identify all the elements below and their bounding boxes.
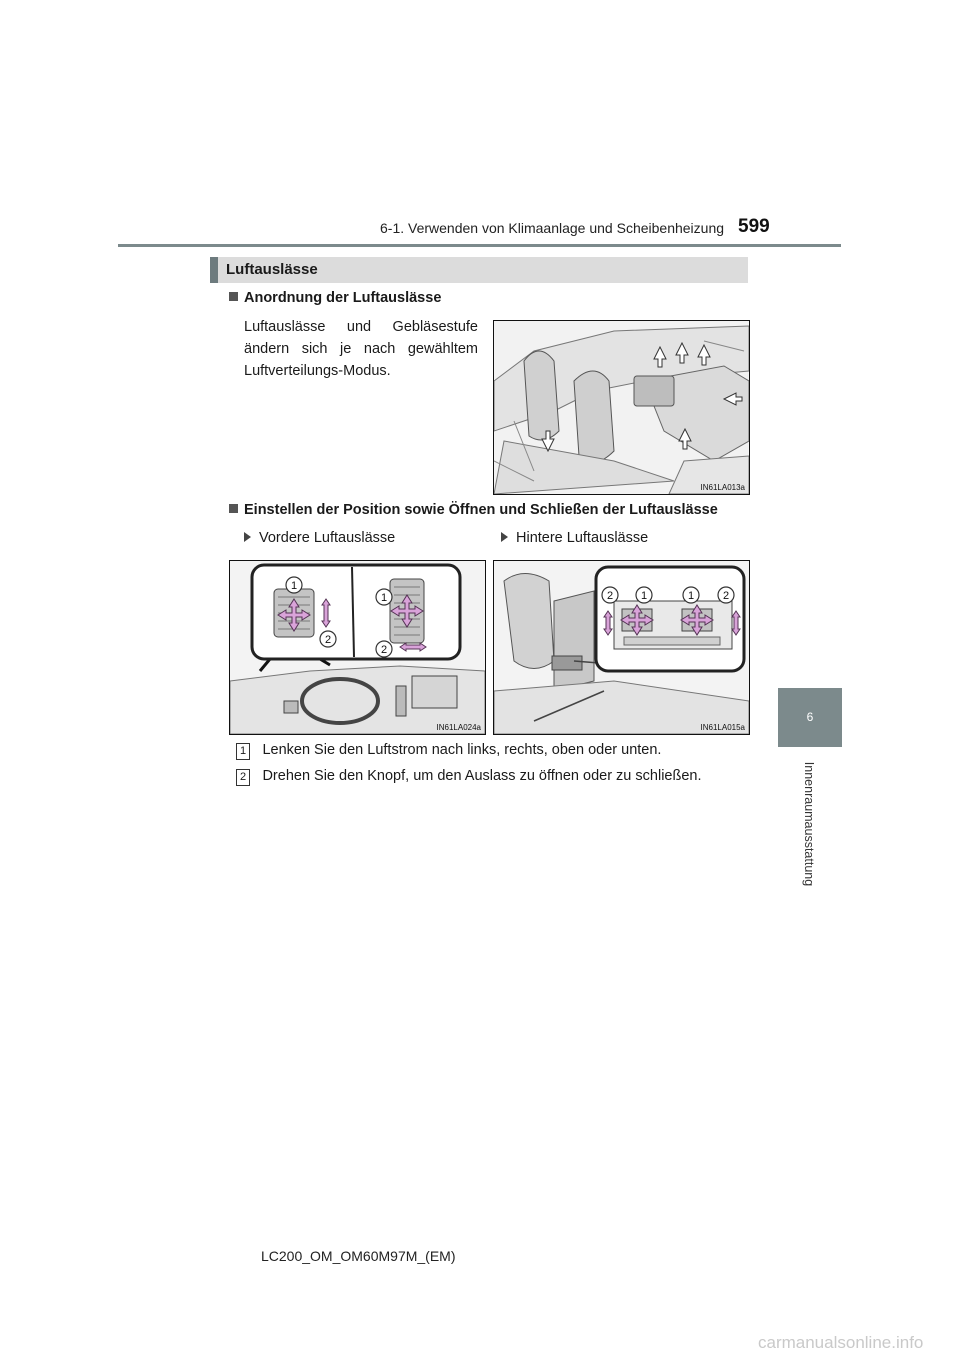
section-bar-marker	[210, 257, 218, 283]
interior-illustration	[494, 321, 749, 494]
figure-interior-outlets	[493, 320, 750, 495]
callout-rear-2: 1	[640, 590, 648, 602]
section-bar	[210, 257, 748, 283]
callout-front-3: 1	[380, 592, 388, 604]
sublabel-rear	[501, 530, 648, 546]
figure-front-vents	[229, 560, 486, 735]
paragraph-outlet-layout: Luftauslässe und Gebläsestufe ändern sich je nach gewähltem Luftverteilungs-Modus.	[244, 319, 478, 379]
callout-front-4: 2	[380, 644, 388, 656]
footer-doc-id: LC200_OM_OM60M97M_(EM)	[261, 1248, 456, 1264]
heading-outlet-adjust	[229, 502, 718, 518]
sublabel-rear-text: Hintere Luftauslässe	[516, 530, 649, 546]
triangle-bullet-icon	[244, 532, 251, 542]
note-number-badge: 1	[236, 743, 250, 760]
sublabel-front-text: Vordere Luftauslässe	[259, 530, 396, 546]
callout-front-2: 2	[324, 634, 332, 646]
square-bullet-icon	[229, 292, 238, 301]
section-title: Luftauslässe	[226, 261, 318, 278]
heading-outlet-adjust-text: Einstellen der Position sowie Öffnen und Schließen der Luftauslässe	[244, 502, 718, 518]
chapter-side-label-text: Innenraumausstattung	[802, 761, 816, 887]
page-number: 599	[738, 216, 770, 237]
heading-outlet-layout-text: Anordnung der Luftauslässe	[244, 290, 442, 306]
callout-rear-1: 2	[606, 590, 614, 602]
note-text: Drehen Sie den Knopf, um den Auslass zu öffnen oder zu schließen.	[262, 768, 702, 784]
watermark: carmanualsonline.info	[758, 1333, 924, 1352]
note-1	[236, 741, 661, 760]
figure-code: IN61LA013a	[700, 483, 745, 492]
chapter-title: 6-1. Verwenden von Klimaanlage und Scheibenheizung	[380, 220, 725, 236]
callout-rear-4: 2	[722, 590, 730, 602]
front-vents-illustration	[230, 561, 485, 734]
note-number-badge: 2	[236, 769, 250, 786]
callout-front-1: 1	[290, 580, 298, 592]
note-text: Lenken Sie den Luftstrom nach links, rechts, oben oder unten.	[262, 742, 662, 758]
header-rule	[118, 244, 841, 247]
triangle-bullet-icon	[501, 532, 508, 542]
chapter-side-label	[802, 760, 818, 890]
heading-outlet-layout	[229, 290, 441, 306]
note-2	[236, 767, 702, 786]
figure-code: IN61LA024a	[436, 723, 481, 732]
callout-rear-3: 1	[687, 590, 695, 602]
square-bullet-icon	[229, 504, 238, 513]
rear-vents-illustration	[494, 561, 749, 734]
chapter-tab: 6	[778, 688, 842, 747]
figure-code: IN61LA015a	[700, 723, 745, 732]
figure-rear-vents	[493, 560, 750, 735]
sublabel-front	[244, 530, 395, 546]
